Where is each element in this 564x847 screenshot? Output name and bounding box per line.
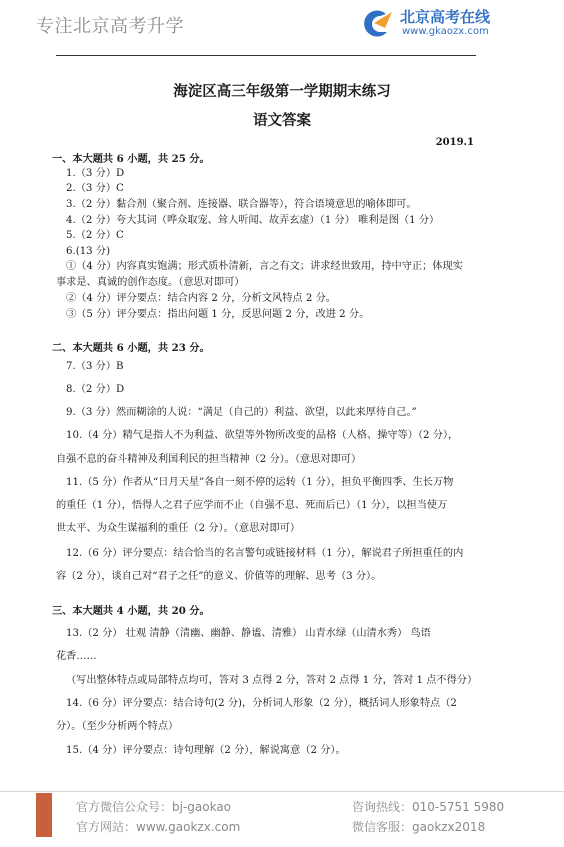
answer-line: 12.（6 分）评分要点：结合恰当的名言警句或链接材料（1 分），解说君子所担重任的内: [66, 548, 464, 559]
answer-line: 6.(13 分): [66, 246, 111, 257]
brand-logo: [360, 6, 530, 40]
answer-line: 分）。（至少分析两个特点）: [56, 721, 179, 732]
answer-line: 7.（3 分）B: [66, 361, 124, 372]
answer-line: 的重任（1 分），悟得人之君子应学而不止（自强不息、死而后已）（1 分），以担当使万: [56, 500, 448, 511]
answer-line: 4.（2 分）夸大其词（哗众取宠、耸人听闻、故弄玄虚）（1 分） 唯利是图（1 分）: [66, 215, 440, 226]
answer-line: ①（4 分）内容真实饱满；形式质朴清新，言之有文；讲求经世致用，持中守正；体现实: [66, 261, 463, 272]
answer-line: （写出整体特点或局部特点均可，答对 3 点得 2 分，答对 2 点得 1 分，答对 1 点不得分）: [66, 675, 478, 686]
answer-line: 9.（3 分）然而糊涂的人说：“满足（自己的）利益、欲望，以此来厚待自己。”: [66, 407, 417, 418]
answer-line: 10.（4 分）精气是指人不为利益、欲望等外物所改变的品格（人格、操守等）（2 分），: [66, 430, 459, 441]
section-heading: 二、本大题共 6 小题，共 23 分。: [52, 342, 210, 354]
header-rule: [56, 55, 476, 56]
footer-hotline: 咨询热线：010-5751 5980: [352, 800, 505, 814]
logo-url: www.gkaozx.com: [402, 26, 489, 37]
section-heading: 一、本大题共 6 小题，共 25 分。: [52, 153, 210, 165]
answer-line: 2.（3 分）C: [66, 183, 124, 194]
doc-date: 2019.1: [435, 137, 474, 148]
answer-line: 花香……: [56, 651, 97, 662]
footer-website: 官方网站：www.gaokzx.com: [76, 820, 241, 834]
doc-subtitle: 语文答案: [253, 112, 311, 129]
section-heading: 三、本大题共 4 小题，共 20 分。: [52, 605, 210, 617]
answer-line: ③（5 分）评分要点：指出问题 1 分，反思问题 2 分，改进 2 分。: [66, 309, 370, 320]
answer-line: 容（2 分），谈自己对“君子之任”的意义、价值等的理解、思考（3 分）。: [56, 571, 382, 582]
doc-title: 海淀区高三年级第一学期期末练习: [173, 83, 391, 100]
footer-divider: [0, 791, 564, 792]
answer-line: 14.（6 分）评分要点：结合诗句(2 分)，分析词人形象（2 分），概括词人形象特点（2: [66, 698, 457, 709]
answer-line: 11.（5 分）作者从“日月天星”各自一刻不停的运转（1 分），担负平衡四季、生长万物: [66, 477, 454, 488]
answer-line: 世太平、为众生谋福利的重任（2 分）。（意思对即可）: [56, 523, 301, 534]
answer-line: 15.（4 分）评分要点：诗句理解（2 分），解说寓意（2 分）。: [66, 745, 346, 756]
answer-line: 13.（2 分） 壮观 清静（清幽、幽静、静谧、清雅） 山青水绿（山清水秀） 鸟语: [66, 628, 431, 639]
logo-name: 北京高考在线: [400, 8, 491, 26]
answer-line: 8.（2 分）D: [66, 384, 125, 395]
answer-line: 1.（3 分）D: [66, 168, 125, 179]
answer-line: 自强不息的奋斗精神及利国利民的担当精神（2 分）。（意思对即可）: [56, 454, 362, 465]
answer-line: 3.（2 分）黏合剂（聚合剂、连接器、联合器等），符合语境意思的喻体即可。: [66, 199, 417, 210]
footer-service: 微信客服：gaokzx2018: [352, 820, 486, 834]
footer-accent-bar: [36, 793, 52, 837]
answer-line: ②（4 分）评分要点：结合内容 2 分，分析文风特点 2 分。: [66, 293, 336, 304]
logo-mark-icon: [360, 6, 396, 40]
footer-wechat: 官方微信公众号：bj-gaokao: [76, 800, 232, 814]
footer: [0, 790, 564, 847]
header-slogan: 专注北京高考升学: [36, 16, 184, 37]
answer-line: 事求是、真诚的创作态度。（意思对即可）: [56, 277, 245, 288]
answer-line: 5.（2 分）C: [66, 230, 124, 241]
